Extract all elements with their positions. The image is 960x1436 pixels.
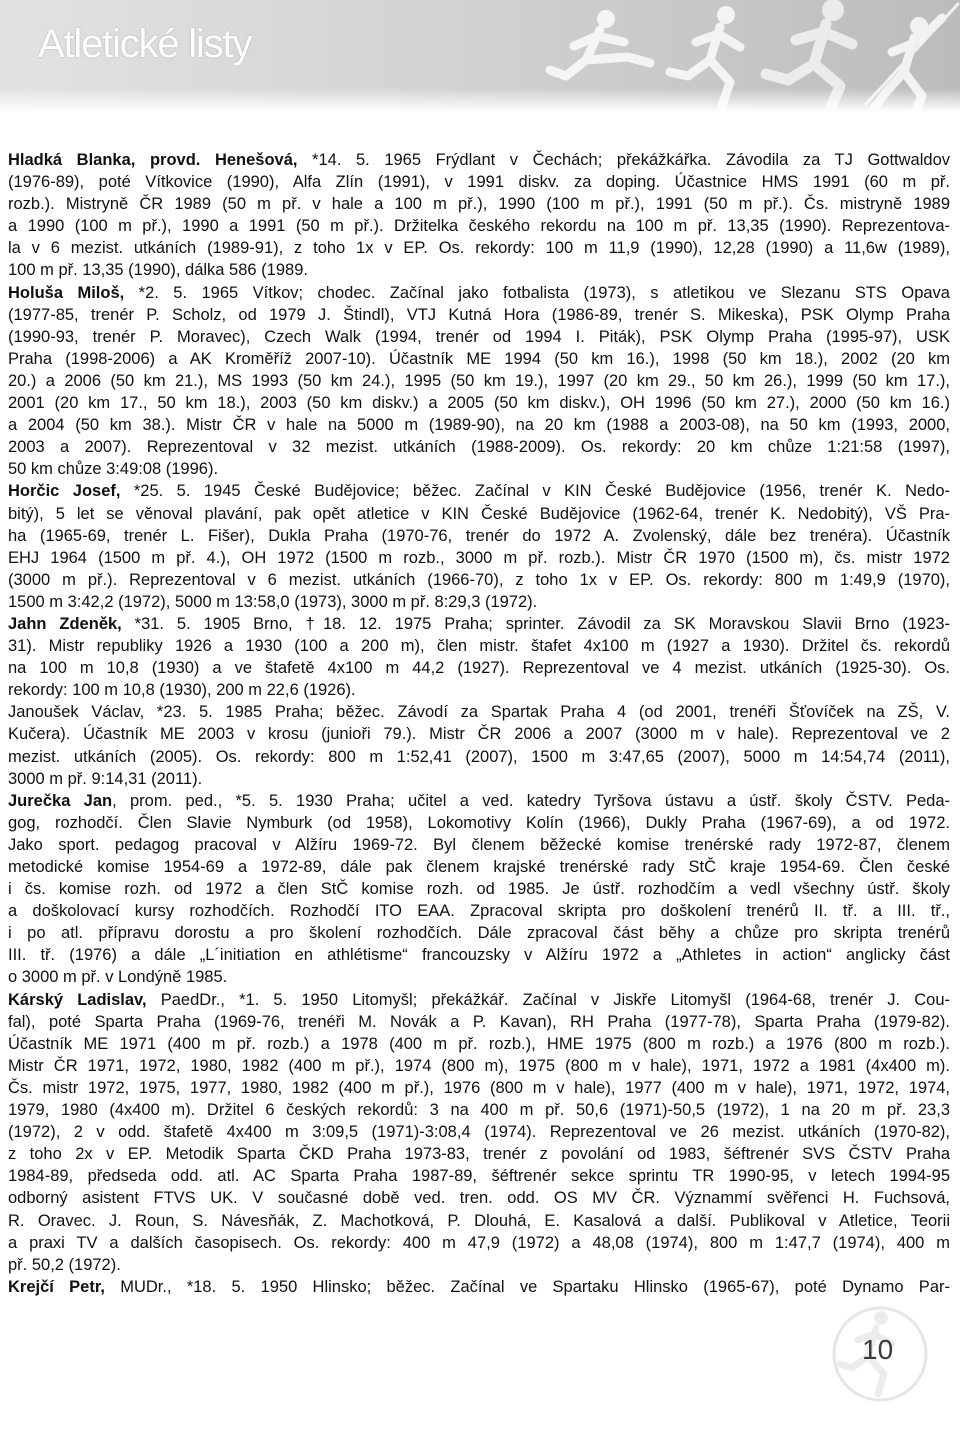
entry-line: gog, rozhodčí. Člen Slavie Nymburk (od 1958), Lokomotivy Kolín (1966), Dukly Praha (1967-69), a od 1972. <box>8 813 950 832</box>
entry-first-line <box>8 282 950 304</box>
entry-first-line <box>8 149 950 171</box>
entry-line: z toho 2x v EP. Metodik Sparta ČKD Praha 1973-83, trenér z povolání od 1983, šéftrenér SVS ČSTV Praha <box>8 1145 950 1164</box>
entry-line: III. tř. (1976) a dále „L´initiation en athlétisme“ francouzsky v Alžíru 1972 a „Athletes in action“ anglicky část <box>8 946 950 965</box>
entry-line: Kučera). Účastník ME 2003 v krosu (junioři 79.). Mistr ČR 2006 a 2007 (3000 m v hale). Reprezentoval ve 2 <box>8 725 950 744</box>
entry-line: (1972), 2 v odd. štafetě 4x400 m 3:09,5 (1971)-3:08,4 (1974). Reprezentoval ve 26 mezist. utkáních (1970-82), <box>8 1123 950 1142</box>
entry <box>8 480 950 613</box>
entry-line: i po atl. přípravu dorostu a pro školení rozhodčích. Dále zpracoval část běhy a chůze pro skripta trenérů <box>8 924 950 943</box>
entry-line: 20.) a 2006 (50 km 21.), MS 1993 (50 km 24.), 1995 (50 km 19.), 1997 (20 km 29., 50 km 26.), 1999 (50 km 17.), <box>8 371 950 390</box>
entry-name: Krejčí Petr, <box>8 1277 105 1296</box>
entry-name: Holuša Miloš, <box>8 283 125 302</box>
entry-first-line <box>8 480 950 502</box>
entry-line: ha (1965-69, trenér L. Fišer), Dukla Praha (1970-76, trenér do 1972 A. Zvolenský, dále bez trenéra). Účastník <box>8 526 950 545</box>
entry-name: Hladká Blanka, provd. Henešová, <box>8 151 298 169</box>
entry-line: Jako sport. pedagog pracoval v Alžíru 1969-72. Byl členem běžecké komise trenérské rady 1972-87, členem <box>8 835 950 854</box>
page-number: 10 <box>862 1334 894 1365</box>
publication-title: Atletické listy <box>38 22 252 66</box>
entry-line: (1977-85, trenér P. Scholz, od 1979 J. Štindl), VTJ Kutná Hora (1986-89, trenér S. Mikeska), PSK Olymp Praha <box>8 305 950 324</box>
entry-line: metodické komise 1954-69 a 1972-89, dále pak členem krajské trenérské rady StČ kraje 1954-69. Člen české <box>8 858 950 876</box>
entry <box>8 989 950 1276</box>
entry-line: EHJ 1964 (1500 m př. 4.), OH 1972 (1500 m rozb., 3000 m př. rozb.). Mistr ČR 1970 (1500 m), čs. mistr 1972 <box>8 548 950 567</box>
entry <box>8 1276 950 1298</box>
entry-line: odborný asistent FTVS UK. V současné době ved. tren. odd. OS MV ČR. Význammí svěřenci H. Fuchsová, <box>8 1189 950 1208</box>
entry-line: Čs. mistr 1972, 1975, 1977, 1980, 1982 (400 m př.), 1976 (800 m v hale), 1977 (400 m v hale), 1971, 1972, 1974, <box>8 1078 950 1097</box>
entry-text: *2. 5. 1965 Vítkov; chodec. Začínal jako fotbalista (1973), s atletikou ve Slezanu STS Opava <box>124 283 950 302</box>
entry-text: PaedDr., *1. 5. 1950 Litomyšl; překážkář. Začínal v Jiskře Litomyšl (1964-68, trenér J. Cou- <box>146 990 950 1009</box>
entry-text: *31. 5. 1905 Brno, †18. 12. 1975 Praha; sprinter. Závodil za SK Moravskou Slavii Brno (1923- <box>121 614 950 633</box>
entry-first-line <box>8 790 950 812</box>
entry-text: , prom. ped., *5. 5. 1930 Praha; učitel a ved. katedry Tyršova ústavu a ústř. školy ČSTV. Peda- <box>112 791 950 810</box>
entry-first-line <box>8 1276 950 1298</box>
entry-line: 100 m př. 13,35 (1990), dálka 586 (1989. <box>8 261 308 280</box>
header-banner <box>0 0 960 112</box>
entry-first-line <box>8 701 950 723</box>
entry-text: *23. 5. 1985 Praha; běžec. Závodí za Spartak Praha 4 (od 2001, trenéři Šťovíček na ZŠ, V. <box>144 703 950 722</box>
entry-text: MUDr., *18. 5. 1950 Hlinsko; běžec. Začínal ve Spartaku Hlinsko (1965-67), poté Dynamo Par- <box>104 1277 950 1296</box>
entry <box>8 149 950 282</box>
entry-name: Kárský Ladislav, <box>8 990 147 1009</box>
entry-line: (3000 m př.). Reprezentoval v 6 mezist. utkáních (1966-70), z toho 1x v EP. Os. rekordy: 800 m 1:49,9 (1970), <box>8 570 950 589</box>
entry-first-line <box>8 989 950 1011</box>
entry-line: mezist. utkáních (2005). Os. rekordy: 800 m 1:52,41 (2007), 1500 m 3:47,65 (2007), 5000 m 14:54,74 (2011), <box>8 747 950 766</box>
entry-line: rekordy: 100 m 10,8 (1930), 200 m 22,6 (1926). <box>8 681 356 700</box>
entry-line: bitý), 5 let se věnoval plavání, pak opět atletice v KIN České Budějovice (1962-64, trenér K. Nedobitý), VŠ Pra- <box>8 504 950 523</box>
entry-line: la v 6 mezist. utkáních (1989-91), z toho 1x v EP. Os. rekordy: 100 m 11,9 (1990), 12,28 (1990) a 11,6w (1989), <box>8 239 950 258</box>
entry-line: (1976-89), poté Vítkovice (1990), Alfa Zlín (1991), v 1991 diskv. za doping. Účastnice HMS 1991 (60 m př. <box>8 173 950 192</box>
entry-line: na 100 m 10,8 (1930) a ve štafetě 4x100 m 44,2 (1927). Reprezentoval ve 4 mezist. utkáních (1925-30). Os. <box>8 659 950 678</box>
entry-line: a praxi TV a dalších časopisech. Os. rekordy: 400 m 47,9 (1972) a 48,08 (1974), 800 m 1:47,7 (1974), 400 m <box>8 1233 950 1252</box>
entry <box>8 282 950 481</box>
entry-name: Jurečka Jan <box>8 791 113 810</box>
entry-line: Účastník ME 1971 (400 m př. rozb.) a 1978 (400 m př. rozb.), HME 1975 (800 m rozb.) a 1976 (800 m rozb.). <box>8 1034 950 1053</box>
entry-line: a 2004 (50 km 38.). Mistr ČR v hale na 5000 m (1989-90), na 20 km (1988 a 2003-08), na 50 km (1993, 2000, <box>8 416 950 435</box>
entry-line: 2001 (20 km 17., 50 km 18.), 2003 (50 km diskv.) a 2005 (50 km diskv.), OH 1996 (50 km 27.), 2000 (50 km 16.) <box>8 394 950 413</box>
entry-line: 2003 a 2007). Reprezentoval v 32 mezist. utkáních (1988-2009). Os. rekordy: 20 km chůze 1:21:58 (1997), <box>8 438 950 457</box>
entry-line: o 3000 m př. v Londýně 1985. <box>8 968 228 987</box>
entry-line: i čs. komise rozh. od 1972 a člen StČ komise rozh. od 1985. Je ústř. rozhodčím a vedl všechny ústř. školy <box>8 880 950 899</box>
entry-line: fal), poté Sparta Praha (1969-76, trenéři M. Novák a P. Kavan), RH Praha (1977-78), Sparta Praha (1979-82). <box>8 1012 950 1031</box>
entry-line: př. 50,2 (1972). <box>8 1255 121 1274</box>
entry-first-line <box>8 613 950 635</box>
entry <box>8 790 950 989</box>
entry-line: 50 km chůze 3:49:08 (1996). <box>8 460 219 479</box>
entry-name: Horčic Josef, <box>8 482 121 501</box>
entry-line: 3000 m př. 9:14,31 (2011). <box>8 769 203 788</box>
banner-fade <box>0 88 960 112</box>
entry-line: a 1990 (100 m př.), 1990 a 1991 (50 m př.). Držitelka českého rekordu na 100 m př. 13,35 (1990). Reprezentova- <box>8 217 950 236</box>
entry <box>8 613 950 701</box>
entries <box>8 149 950 1298</box>
entry-name: Janoušek Václav, <box>8 703 145 722</box>
entry-line: (1990-93, trenér P. Moravec), Czech Walk (1994, trenér od 1994 I. Piták), PSK Olymp Praha (1995-97), USK <box>8 327 950 346</box>
entry-line: 1500 m 3:42,2 (1972), 5000 m 13:58,0 (1973), 3000 m př. 8:29,3 (1972). <box>8 592 538 611</box>
entry-line: Praha (1998-2006) a AK Kroměříž 2007-10). Účastník ME 1994 (50 km 16.), 1998 (50 km 18.), 2002 (20 km <box>8 349 950 368</box>
entry <box>8 701 950 789</box>
entry-line: Mistr ČR 1971, 1972, 1980, 1982 (400 m př.), 1974 (800 m), 1975 (800 m v hale), 1971, 1972 a 1981 (4x400 m). <box>8 1056 950 1075</box>
entry-line: 31). Mistr republiky 1926 a 1930 (100 a 200 m), člen mistr. štafet 4x100 m (1927 a 1930). Držitel čs. rekordů <box>8 637 950 656</box>
entry-text: *14. 5. 1965 Frýdlant v Čechách; překážkářka. Závodila za TJ Gottwaldov <box>297 151 950 169</box>
entry-text: *25. 5. 1945 České Budějovice; běžec. Začínal v KIN České Budějovice (1956, trenér K. Nedo- <box>120 482 950 501</box>
entry-line: a doškolovací kursy rozhodčích. Rozhodčí ITO EAA. Zpracoval skripta pro doškolení trenérů II. tř. a III. tř., <box>8 902 950 921</box>
entry-line: 1979, 1980 (4x400 m). Držitel 6 českých rekordů: 3 na 400 m př. 50,6 (1971)-50,5 (1972), 1 na 20 m př. 23,3 <box>8 1101 950 1120</box>
entry-line: rozb.). Mistryně ČR 1989 (50 m př. v hale a 100 m př.), 1990 (100 m př.), 1991 (50 m př.). Čs. mistryně 1989 <box>8 195 950 214</box>
entry-line: R. Oravec. J. Roun, S. Návesňák, Z. Machotková, P. Dlouhá, E. Kasalová a další. Publikoval v Atletice, Teorii <box>8 1211 950 1230</box>
entry-name: Jahn Zdeněk, <box>8 614 122 633</box>
entry-line: 1984-89, předseda odd. atl. AC Sparta Praha 1987-89, šéftrenér sekce sprintu TR 1990-95, v letech 1994-95 <box>8 1167 950 1186</box>
